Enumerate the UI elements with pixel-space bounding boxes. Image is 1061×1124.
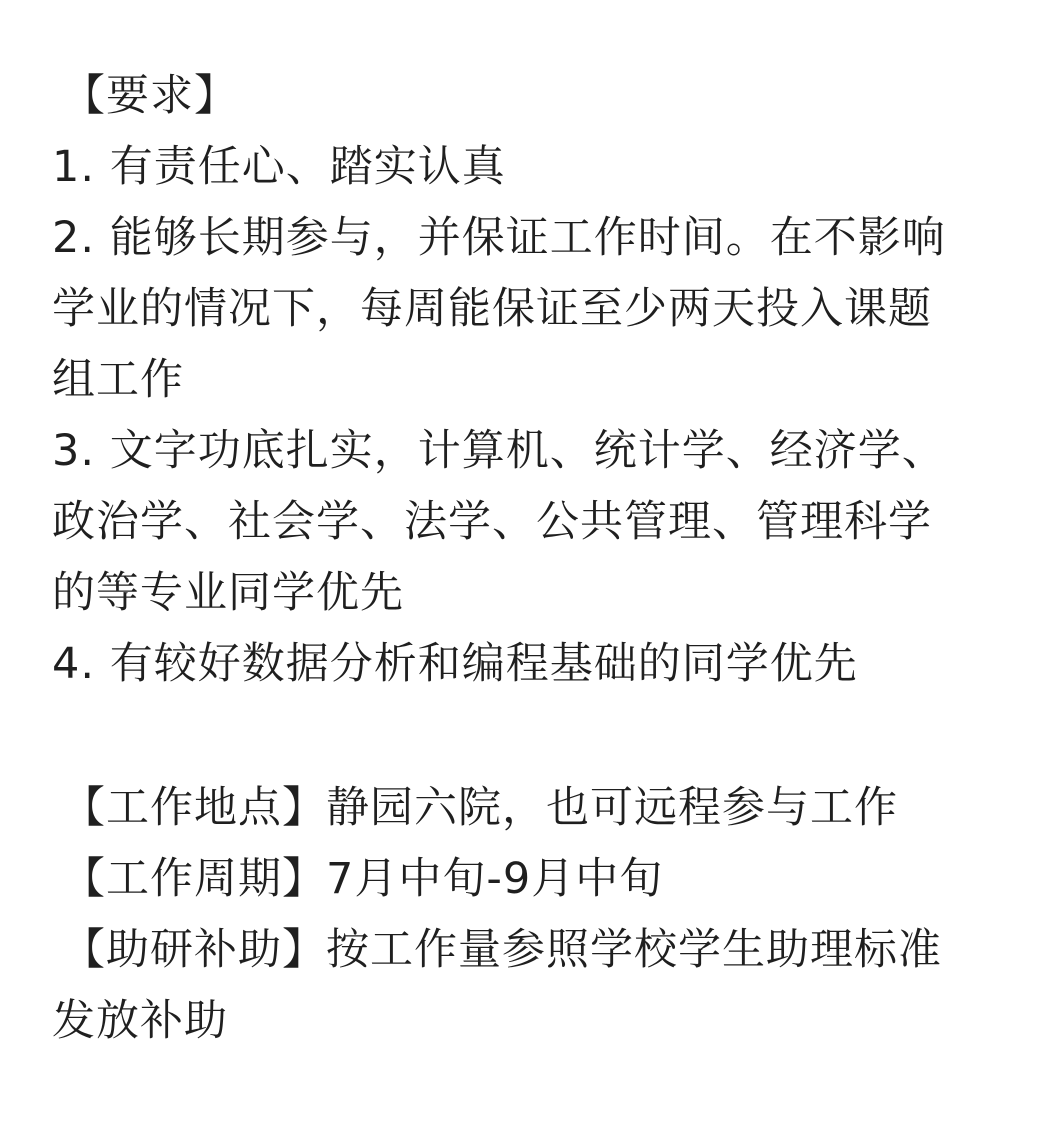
requirement-line-7: 的等专业同学优先 (52, 568, 404, 618)
requirement-line-6: 政治学、社会学、法学、公共管理、管理科学 (52, 497, 932, 547)
section-spacer (52, 700, 1023, 773)
requirement-line-4: 组工作 (52, 355, 184, 405)
work-location: 【工作地点】静园六院，也可远程参与工作 (62, 783, 898, 833)
requirements-heading: 【要求】 (62, 71, 238, 121)
work-period: 【工作周期】7月中旬-9月中旬 (62, 854, 664, 904)
requirement-line-3: 学业的情况下，每周能保证至少两天投入课题 (52, 284, 932, 334)
requirement-line-8: 4. 有较好数据分析和编程基础的同学优先 (52, 639, 858, 689)
requirement-line-5: 3. 文字功底扎实，计算机、统计学、经济学、 (52, 426, 946, 476)
requirement-line-2: 2. 能够长期参与，并保证工作时间。在不影响 (52, 213, 946, 263)
research-subsidy-continued: 发放补助 (52, 996, 228, 1046)
research-subsidy: 【助研补助】按工作量参照学校学生助理标准 (62, 925, 942, 975)
requirements-section (52, 61, 1023, 700)
requirement-line-1: 1. 有责任心、踏实认真 (52, 142, 506, 192)
details-section (52, 773, 1023, 1057)
